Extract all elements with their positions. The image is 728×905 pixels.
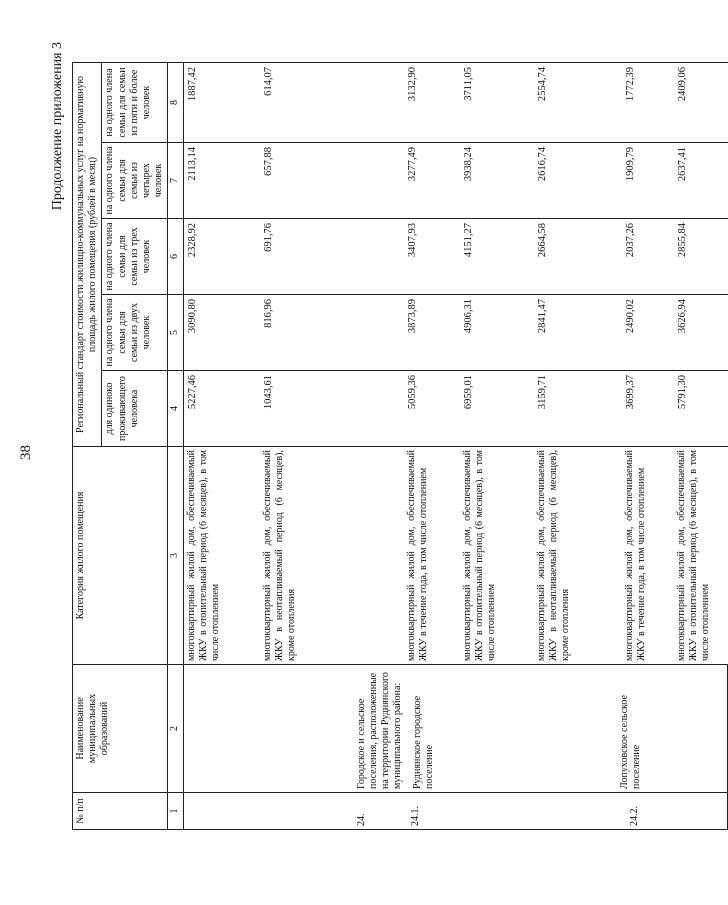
value-cell: 1887,42	[183, 63, 260, 143]
value-cell: 816,96	[260, 295, 350, 371]
row-number-cell	[183, 793, 728, 830]
value-cell: 2855,84	[674, 219, 728, 295]
column-number: 6	[168, 219, 183, 295]
value-cell: 5059,36	[404, 371, 460, 447]
category-cell: многоквартирный жилой дом, обеспечиваемый ЖКУ в отопительный период (6 месяцев), в том числе отоплением	[183, 447, 260, 665]
continuation-title: Продолжение приложения 3	[50, 42, 65, 211]
column-number: 5	[168, 295, 183, 371]
category-cell	[350, 447, 404, 665]
value-cell: 6959,01	[460, 371, 534, 447]
municipality-name: Городское и сельское поселения, расположенные на территории Руднянского муниципального района:	[355, 672, 404, 789]
category-cell: многоквартирный жилой дом, обеспечиваемый ЖКУ в течение года, в том числе отоплением	[622, 447, 674, 665]
value-cell	[350, 295, 404, 371]
table-row	[183, 63, 260, 830]
column-number: 8	[168, 63, 183, 143]
value-cell: 4151,27	[460, 219, 534, 295]
category-cell: многоквартирный жилой дом, обеспечиваемый ЖКУ в неотапливаемый период (6 месяцев), кроме отопления	[534, 447, 622, 665]
value-cell: 2409,06	[674, 63, 728, 143]
value-cell	[350, 219, 404, 295]
value-cell: 2637,41	[674, 143, 728, 219]
page-number: 38	[18, 445, 34, 460]
header-col-family-5: на одного члена семьи для семьи из пяти и более человек	[102, 63, 168, 143]
tariff-table	[72, 62, 728, 830]
value-cell: 2841,47	[534, 295, 622, 371]
value-cell: 2664,58	[534, 219, 622, 295]
value-cell	[350, 143, 404, 219]
value-cell: 2037,26	[622, 219, 674, 295]
value-cell: 691,76	[260, 219, 350, 295]
header-standard: Региональный стандарт стоимости жилищно-коммунальных услуг на нормативную площадь жилого помещения (рублей в месяц)	[73, 63, 102, 447]
value-cell: 3626,94	[674, 295, 728, 371]
value-cell: 1909,79	[622, 143, 674, 219]
column-number: 7	[168, 143, 183, 219]
value-cell: 2616,74	[534, 143, 622, 219]
column-number: 4	[168, 371, 183, 447]
value-cell: 1772,39	[622, 63, 674, 143]
header-col-family-3: на одного члена семьи для семьи из трех человек	[102, 219, 168, 295]
value-cell: 657,88	[260, 143, 350, 219]
value-cell: 3090,80	[183, 295, 260, 371]
value-cell: 2113,14	[183, 143, 260, 219]
column-number: 3	[168, 447, 183, 665]
column-number: 1	[168, 793, 183, 830]
column-number: 2	[168, 665, 183, 793]
header-col-family-2: на одного члена семьи для семьи из двух человек	[102, 295, 168, 371]
value-cell	[350, 371, 404, 447]
value-cell: 3699,37	[622, 371, 674, 447]
value-cell: 2328,92	[183, 219, 260, 295]
value-cell: 3159,71	[534, 371, 622, 447]
category-cell: многоквартирный жилой дом, обеспечиваемый ЖКУ в отопительный период (6 месяцев), в том числе отоплением	[674, 447, 728, 665]
category-cell: многоквартирный жилой дом, обеспечиваемый ЖКУ в отопительный период (6 месяцев), в том числе отоплением	[460, 447, 534, 665]
value-cell: 2490,02	[622, 295, 674, 371]
value-cell: 3277,49	[404, 143, 460, 219]
value-cell: 2554,74	[534, 63, 622, 143]
row-number: 24.1.	[409, 806, 421, 826]
value-cell: 5791,30	[674, 371, 728, 447]
header-col-single: для одиноко проживающего человека	[102, 371, 168, 447]
municipality-name: Руднянское городское поселение	[411, 695, 435, 789]
value-cell: 3407,93	[404, 219, 460, 295]
header-category: Категория жилого помещения	[73, 447, 168, 665]
header-name: Наименование муниципальных образований	[73, 665, 168, 793]
value-cell: 3132,90	[404, 63, 460, 143]
category-cell: многоквартирный жилой дом, обеспечиваемый ЖКУ в течение года, в том числе отоплением	[404, 447, 460, 665]
value-cell: 4906,31	[460, 295, 534, 371]
value-cell	[350, 63, 404, 143]
value-cell: 3711,05	[460, 63, 534, 143]
header-no: № п/п	[73, 793, 168, 830]
header-col-family-4: на одного члена семьи для семьи из четырех человек	[102, 143, 168, 219]
municipality-cell	[183, 665, 728, 793]
value-cell: 3873,89	[404, 295, 460, 371]
value-cell: 5227,46	[183, 371, 260, 447]
value-cell: 3938,24	[460, 143, 534, 219]
row-number: 24.2.	[628, 806, 640, 826]
category-cell: многоквартирный жилой дом, обеспечиваемый ЖКУ в неотапливаемый период (6 месяцев), кроме отопления	[260, 447, 350, 665]
municipality-name: Лопуховское сельское поселение	[618, 695, 642, 789]
row-number: 24.	[355, 813, 367, 826]
value-cell: 614,07	[260, 63, 350, 143]
value-cell: 1043,61	[260, 371, 350, 447]
